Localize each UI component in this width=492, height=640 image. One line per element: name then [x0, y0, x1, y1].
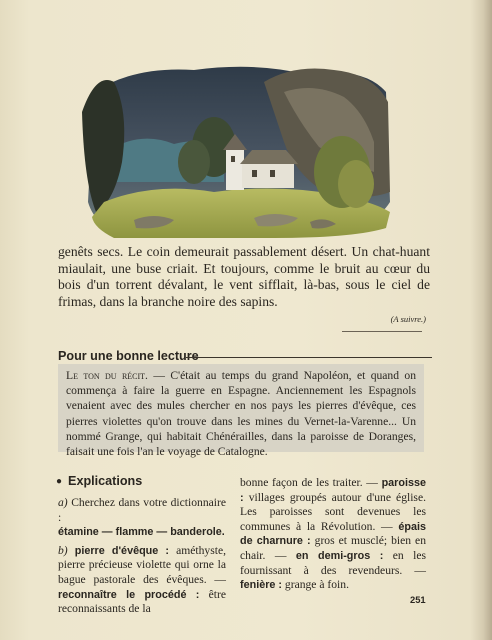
- definition-reconnaitre: être reconnaissants de la: [58, 587, 226, 616]
- page-number: 251: [410, 594, 426, 605]
- page-spine-shadow: [470, 0, 492, 640]
- section-divider: [342, 331, 422, 332]
- reading-paragraph: [66, 368, 416, 459]
- reading-section-title: Pour une bonne lecture: [58, 349, 199, 363]
- reading-title-rule: [186, 357, 432, 358]
- explications-title: Explications: [68, 474, 143, 488]
- definition-pierre-eveque: améthyste, pierre précieuse violette qui orne la bague pastorale des évêques. —: [58, 543, 226, 586]
- term-paroisse: paroisse :: [240, 477, 426, 504]
- vocabulary-words: étamine — flamme — banderole.: [58, 526, 225, 539]
- definition-reconnaitre-end: bonne façon de les traiter. —: [240, 476, 378, 489]
- term-feniere: fenière :: [240, 579, 283, 592]
- term-pierre-eveque: pierre d'évêque :: [74, 544, 170, 557]
- definition-feniere: grange à foin.: [282, 578, 349, 592]
- exercise-a-words: [58, 525, 226, 540]
- explications-left-column: [58, 496, 226, 617]
- definition-epais-de-charnure: gros et musclé; bien en chair. —: [240, 534, 426, 562]
- to-be-continued-note: (A suivre.): [390, 314, 426, 324]
- explications-right-column: [240, 476, 426, 593]
- term-reconnaitre: reconnaître le procédé :: [58, 588, 200, 601]
- explications-heading: [56, 474, 142, 488]
- reading-label: Le ton du récit.: [66, 369, 148, 382]
- exercise-a-marker: a): [58, 496, 68, 509]
- exercise-a: [58, 496, 226, 525]
- bullet-icon: ●: [56, 476, 63, 487]
- definition-paroisse: villages groupés autour d'une église. Les paroisses sont devenues les communes à la Révolution. —: [240, 490, 426, 533]
- term-epais-de-charnure: épais de charnure :: [240, 520, 426, 548]
- definition-en-demi-gros: en les fournissant à des revendeurs. —: [240, 548, 427, 577]
- exercise-b: [58, 544, 226, 617]
- story-paragraph: genêts secs. Le coin demeurait passablement désert. Un chat-huant miaulait, une buse criait. Et toujours, comme le bruit au cœur du bois d'un torrent dévalant, le vent sifflait, là-bas, sous le ciel de frimas, dans la branche noire des sapins.: [58, 244, 430, 309]
- exercise-a-text: Cherchez dans votre dictionnaire :: [58, 496, 226, 524]
- reading-box: [58, 364, 424, 459]
- exercise-b-marker: b): [58, 543, 68, 557]
- definitions-continued: [240, 476, 426, 593]
- reading-text: — C'était au temps du grand Napoléon, et quand on commença à faire la guerre en Espagne. Anciennement les Espagnols venaient avec des mules chercher en nos pays les pierres d'évêque, ces pierres violettes qu'on trouve dans les mines du Vernet-la-Varenne... Un nommé Grange, qui habitait Chénérailles, dans la paroisse de Doranges, faisait une fois l'an le voyage de Catalogne.: [66, 369, 417, 459]
- term-en-demi-gros: en demi-gros :: [295, 549, 384, 562]
- landscape-illustration: [74, 52, 394, 242]
